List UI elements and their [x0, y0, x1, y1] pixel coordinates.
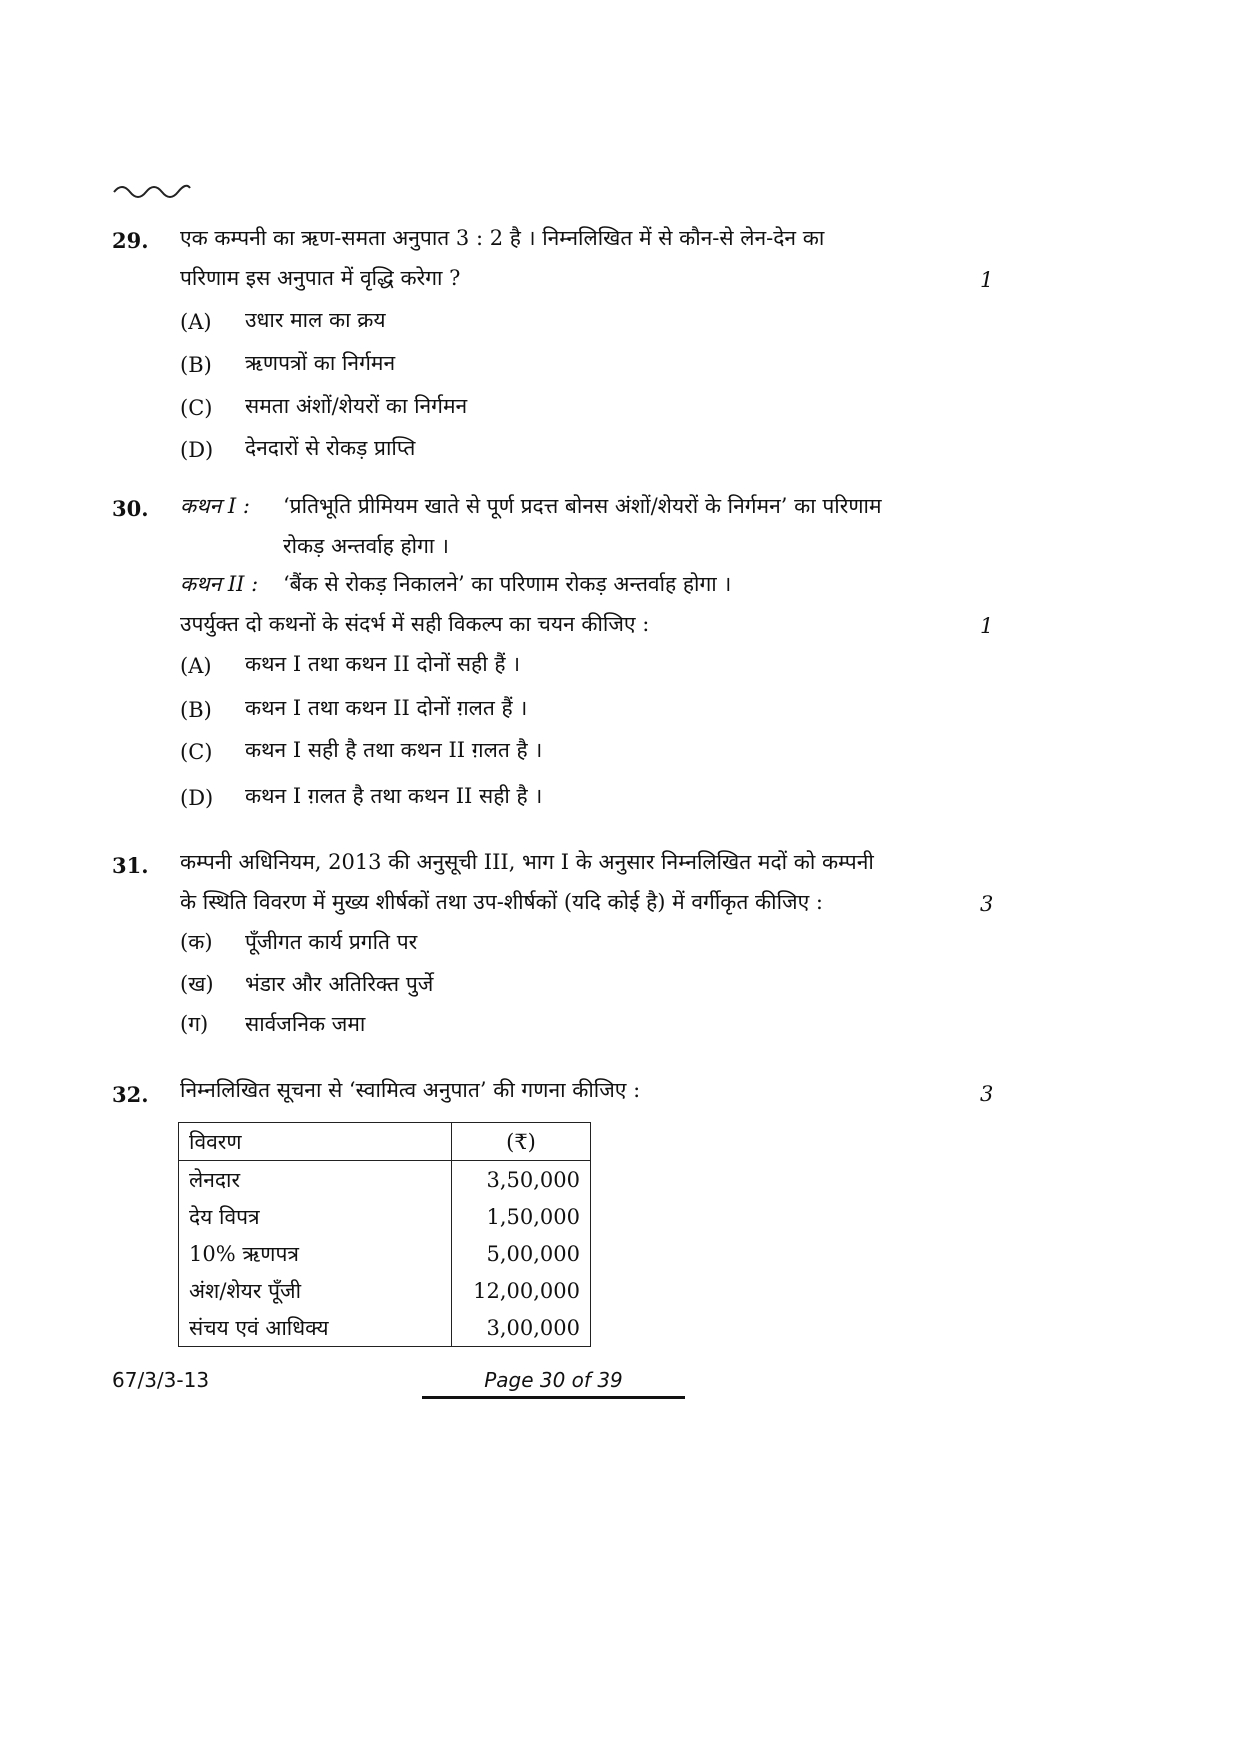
paper-code: 67/3/3-13	[112, 1368, 210, 1392]
wave-mark-icon	[112, 180, 192, 200]
statement-text: ‘प्रतिभूति प्रीमियम खाते से पूर्ण प्रदत्त बोनस अंशों/शेयरों के निर्गमन’ का परिणाम	[283, 494, 882, 518]
marks: 1	[980, 268, 994, 292]
option-text: कथन I तथा कथन II दोनों सही हैं ।	[245, 652, 521, 676]
question-text: के स्थिति विवरण में मुख्य शीर्षकों तथा उप-शीर्षकों (यदि कोई है) में वर्गीकृत कीजिए :	[180, 890, 824, 914]
option-text: ऋणपत्रों का निर्गमन	[245, 351, 396, 375]
statement-text: रोकड़ अन्तर्वाह होगा ।	[283, 534, 449, 558]
table-header-row	[179, 1123, 591, 1161]
table-cell: 10% ऋणपत्र	[179, 1235, 452, 1272]
table-row	[179, 1272, 591, 1309]
table-row	[179, 1235, 591, 1272]
table-header: (₹)	[452, 1123, 591, 1161]
question-text: परिणाम इस अनुपात में वृद्धि करेगा ?	[180, 266, 461, 290]
table-cell: लेनदार	[179, 1161, 452, 1199]
table-cell: अंश/शेयर पूँजी	[179, 1272, 452, 1309]
option-label: (क)	[180, 930, 213, 954]
option-label: (C)	[180, 396, 213, 420]
option-text: देनदारों से रोकड़ प्राप्ति	[245, 436, 416, 460]
option-text: पूँजीगत कार्य प्रगति पर	[245, 930, 418, 954]
option-label: (B)	[180, 353, 212, 377]
statement-label: कथन I :	[180, 494, 250, 518]
question-instruction: उपर्युक्त दो कथनों के संदर्भ में सही विकल्प का चयन कीजिए :	[180, 612, 650, 636]
question-text: एक कम्पनी का ऋण-समता अनुपात 3 : 2 है । निम्नलिखित में से कौन-से लेन-देन का	[180, 226, 825, 250]
marks: 3	[980, 892, 994, 916]
table-cell: 1,50,000	[452, 1198, 591, 1235]
option-label: (ग)	[180, 1012, 209, 1036]
table-row	[179, 1161, 591, 1199]
data-table	[178, 1122, 591, 1347]
question-number: 31.	[112, 853, 149, 878]
footer-underline	[422, 1396, 685, 1399]
option-label: (ख)	[180, 972, 214, 996]
option-text: उधार माल का क्रय	[245, 308, 386, 332]
table-cell: 12,00,000	[452, 1272, 591, 1309]
table-cell: 5,00,000	[452, 1235, 591, 1272]
option-label: (A)	[180, 654, 212, 678]
option-text: सार्वजनिक जमा	[245, 1012, 366, 1036]
option-label: (C)	[180, 740, 213, 764]
marks: 1	[980, 614, 994, 638]
option-label: (B)	[180, 698, 212, 722]
table-cell: देय विपत्र	[179, 1198, 452, 1235]
option-text: समता अंशों/शेयरों का निर्गमन	[245, 394, 468, 418]
question-text: निम्नलिखित सूचना से ‘स्वामित्व अनुपात’ की गणना कीजिए :	[180, 1078, 641, 1102]
option-label: (D)	[180, 438, 214, 462]
page-number: Page 30 of 39	[484, 1368, 623, 1392]
table-cell: 3,50,000	[452, 1161, 591, 1199]
marks: 3	[980, 1082, 994, 1106]
option-text: कथन I ग़लत है तथा कथन II सही है ।	[245, 784, 543, 808]
table-cell: संचय एवं आधिक्य	[179, 1309, 452, 1347]
statement-text: ‘बैंक से रोकड़ निकालने’ का परिणाम रोकड़ अन्तर्वाह होगा ।	[283, 572, 732, 596]
question-text: कम्पनी अधिनियम, 2013 की अनुसूची III, भाग I के अनुसार निम्नलिखित मदों को कम्पनी	[180, 850, 874, 874]
question-number: 30.	[112, 496, 149, 521]
question-number: 32.	[112, 1082, 149, 1107]
table-row	[179, 1198, 591, 1235]
question-number: 29.	[112, 228, 149, 253]
option-text: भंडार और अतिरिक्त पुर्जे	[245, 972, 434, 996]
table-cell: 3,00,000	[452, 1309, 591, 1347]
option-text: कथन I तथा कथन II दोनों ग़लत हैं ।	[245, 696, 528, 720]
table-header: विवरण	[179, 1123, 452, 1161]
option-label: (D)	[180, 786, 214, 810]
table-row	[179, 1309, 591, 1347]
statement-label: कथन II :	[180, 572, 259, 596]
option-label: (A)	[180, 310, 212, 334]
option-text: कथन I सही है तथा कथन II ग़लत है ।	[245, 738, 543, 762]
